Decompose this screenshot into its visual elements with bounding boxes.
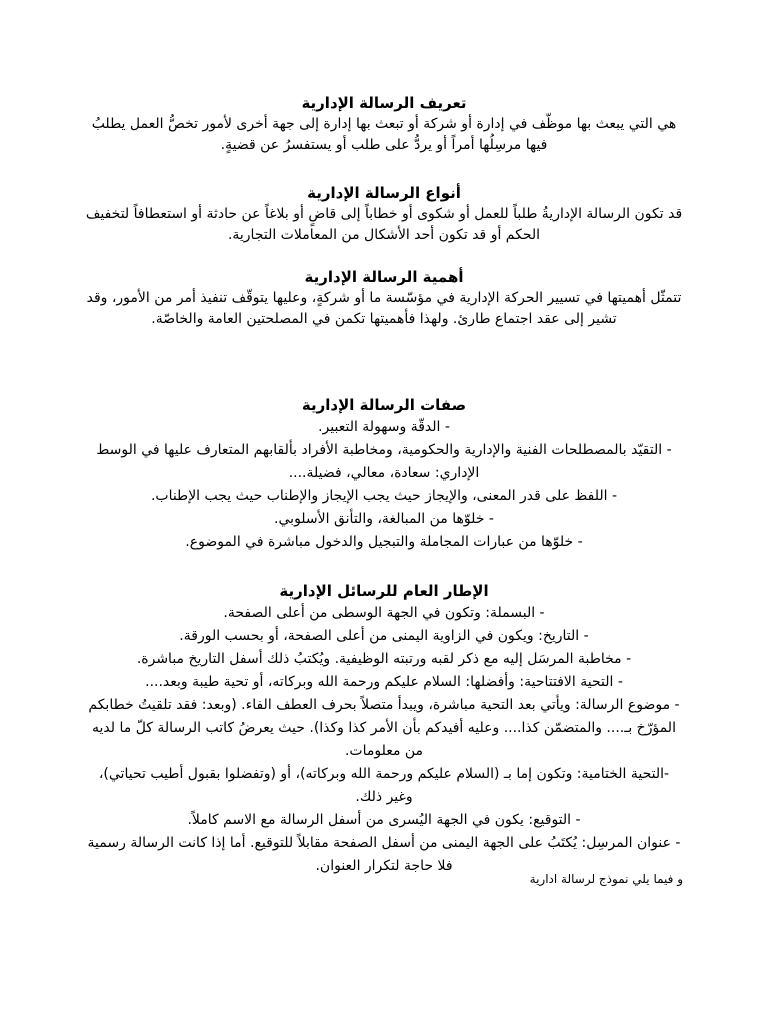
section-body-importance: تتمثّل أهميتها في تسيير الحركة الإدارية في مؤسّسة ما أو شركةٍ، وعليها يتوقّف تنفيذ أمر من الأمور، وقد تشير إلى عقد اجتماع طارئ. ولهذا فأهميتها تكمن في المصلحتين العامة والخاصّة.: [86, 290, 682, 327]
traits-item: - الدقّة وسهولة التعبير.: [318, 419, 450, 435]
section-importance: [85, 266, 683, 330]
framework-item: -التحية الختامية: وتكون إما بـ (السلام عليكم ورحمة الله وبركاته)، أو (وتفضلوا بقبول أطيب تحياتي)، وغير ذلك.: [98, 766, 670, 805]
framework-item: - التاريخ: ويكون في الزاوية اليمنى من أعلى الصفحة، أو بحسب الورقة.: [179, 628, 589, 644]
section-title-traits: صفات الرسالة الإدارية: [301, 396, 467, 414]
section-types: [85, 182, 683, 246]
traits-item: - اللفظ على قدر المعنى، والإيجاز حيث يجب الإيجاز والإطناب حيث يجب الإطناب.: [150, 488, 618, 504]
document-page: [85, 92, 683, 878]
footer-note: و فيما يلي نموذج لرسالة ادارية: [529, 872, 683, 886]
section-framework: [85, 580, 683, 878]
framework-item: - البسملة: وتكون في الجهة الوسطى من أعلى الصفحة.: [223, 605, 545, 621]
section-title-definition: تعريف الرسالة الإدارية: [301, 94, 467, 112]
framework-item: - التحية الافتتاحية: وأفضلها: السلام عليكم ورحمة الله وبركاته، أو تحية طيبة وبعد....: [145, 674, 623, 690]
framework-item: - التوقيع: يكون في الجهة اليُسرى من أسفل الرسالة مع الاسم كاملاً.: [187, 812, 581, 828]
section-title-types: أنواع الرسالة الإدارية: [307, 184, 461, 202]
section-title-importance: أهمية الرسالة الإدارية: [304, 268, 464, 286]
section-definition: [85, 92, 683, 156]
section-body-types: قد تكون الرسالة الإداريةُ طلباً للعمل أو شكوى أو خطاباً إلى قاضٍ أو بلاغاً عن حادثة أو استعطافاً لتخفيف الحكم أو قد تكون أحد الأشكال من المعاملات التجارية.: [85, 206, 683, 243]
section-traits: [85, 394, 683, 554]
traits-item: - التقيّد بالمصطلحات الفنية والإدارية والحكومية، ومخاطبة الأفراد بألقابهم المتعارف عليها في الوسط الإداري: سعادة، معالي، فضيلة....: [96, 442, 672, 481]
traits-item: - خلوّها من عبارات المجاملة والتبجيل والدخول مباشرة في الموضوع.: [185, 534, 583, 550]
framework-item: - موضوع الرسالة: ويأتي بعد التحية مباشرة، ويبدأ متصلاً بحرف العطف الفاء. (وبعد: فقد تلقيتُ خطابكم المؤرّخ بـ.... والمتضمّن كذا.... وعليه أفيدكم بأن الأمر كذا وكذا). حيث يعرضُ كاتب الرسالة كلّ ما لديه من معلومات.: [88, 697, 680, 759]
framework-item: - مخاطبة المرسَل إليه مع ذكر لقبه ورتبته الوظيفية. ويُكتبُ ذلك أسفل التاريخ مباشرة.: [136, 651, 632, 667]
section-body-definition: هي التي يبعث بها موظّف في إدارة أو شركة أو تبعث بها إدارة إلى جهة أخرى لأمور تخصُّ العمل يطلبُ فيها مرسِلُها أمراً أو يردُّ على طلب أو يستفسرُ عن قضيةٍ.: [91, 116, 677, 153]
section-title-framework: الإطار العام للرسائل الإدارية: [279, 582, 489, 600]
framework-item: - عنوان المرسِل: يُكتَبُ على الجهة اليمنى من أسفل الصفحة مقابلاً للتوقيع. أما إذا كانت الرسالة رسمية فلا حاجة لتكرار العنوان.: [87, 835, 681, 874]
traits-item: - خلوّها من المبالغة، والتأنق الأسلوبي.: [274, 511, 494, 527]
